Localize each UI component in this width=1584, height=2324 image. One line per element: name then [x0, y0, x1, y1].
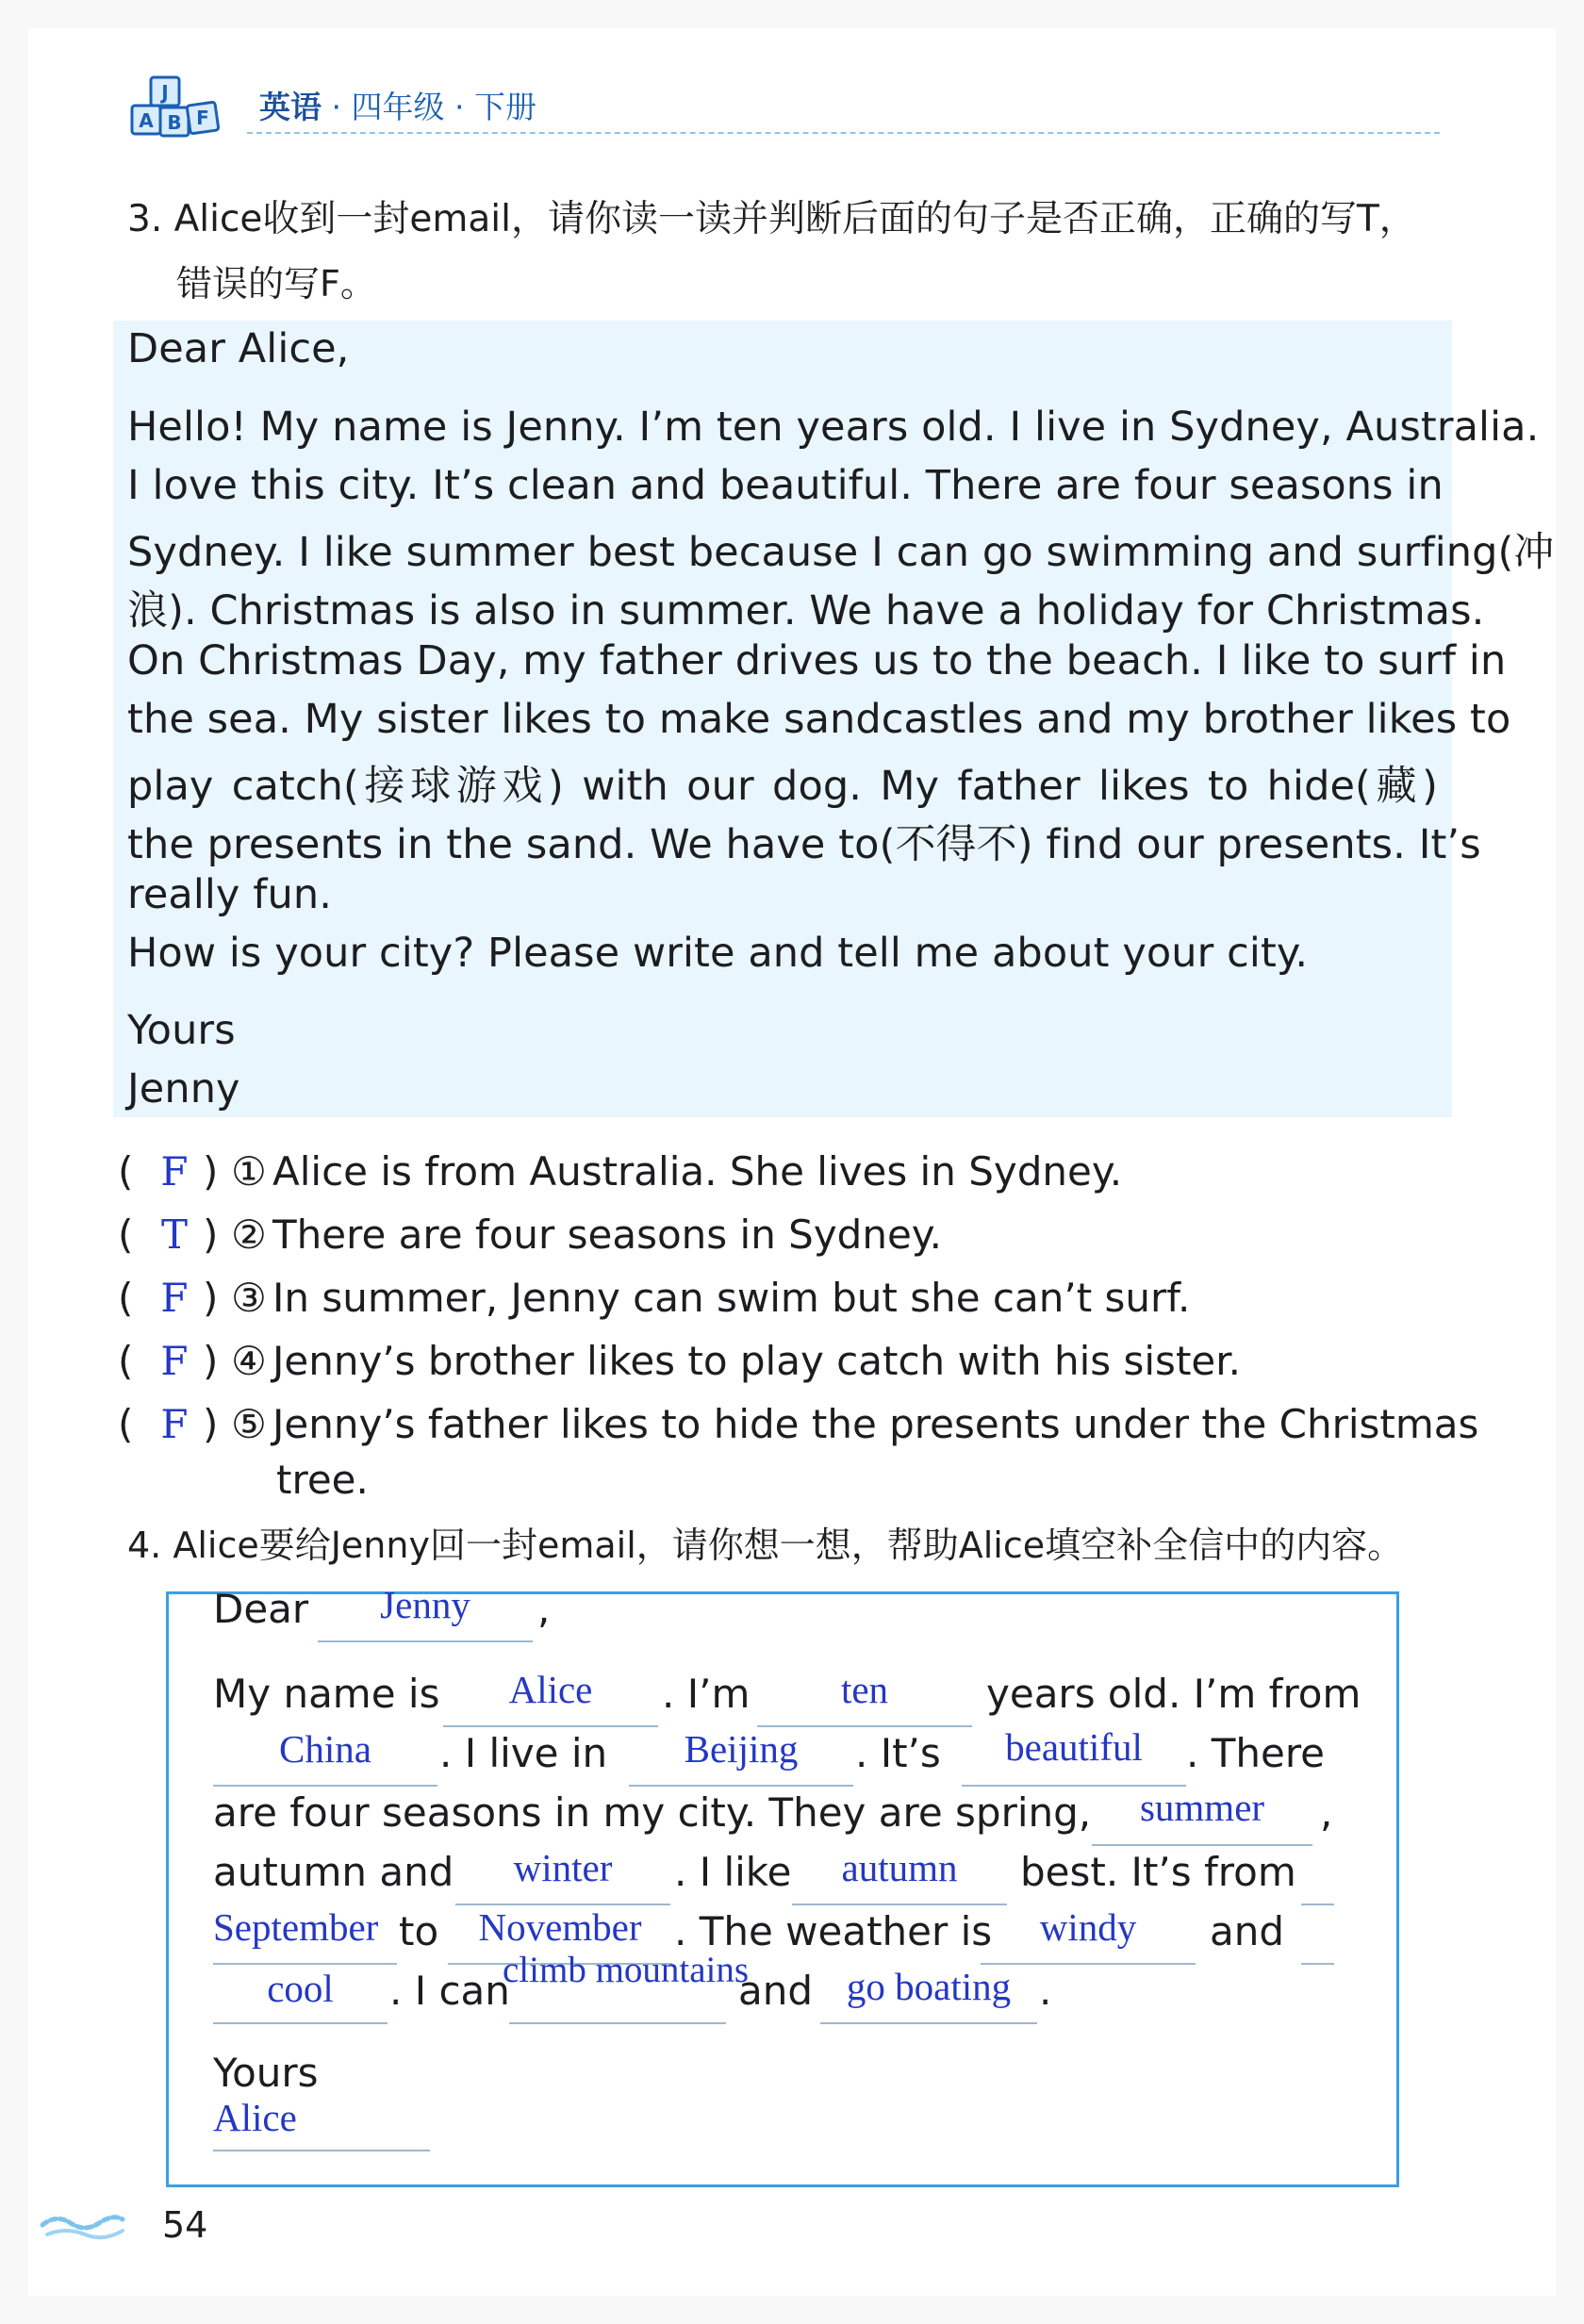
letter-question-line: How is your city? Please write and tell me about your city.: [127, 930, 1309, 977]
statement-text-continued: tree.: [276, 1457, 369, 1503]
letter-line: really fun.: [127, 871, 332, 918]
logo-letter-b: B: [167, 111, 182, 134]
answer-weather1: windy: [1039, 1905, 1137, 1949]
answer-favorite: autumn: [841, 1846, 958, 1889]
letter-line: On Christmas Day, my father drives us to the beach. I like to surf in: [127, 637, 1507, 684]
answer-adjective: beautiful: [1005, 1725, 1143, 1769]
abc-blocks-logo-icon: [123, 66, 236, 151]
letter-closing: Yours: [127, 1007, 236, 1054]
letter-line: 浪). Christmas is also in summer. We have a holiday for Christmas.: [127, 587, 1485, 635]
header-volume: 下册: [474, 89, 536, 125]
reply-dear: Dear: [213, 1586, 309, 1632]
logo-letter-f: F: [196, 107, 209, 129]
logo-letter-j: J: [161, 81, 169, 104]
paren-open: (: [118, 1148, 134, 1195]
paren-open: (: [118, 1275, 134, 1321]
reply-text: and: [738, 1968, 814, 2014]
answer-mark: F: [160, 1338, 189, 1384]
reply-text: . I like: [674, 1849, 792, 1895]
letter-line: Sydney. I like summer best because I can go swimming and surfing(冲: [127, 529, 1555, 576]
answer-from-month: September: [213, 1905, 379, 1949]
statement-number: ④: [231, 1338, 267, 1384]
answer-season2: summer: [1139, 1786, 1265, 1829]
answer-activity1: climb mountains: [503, 1950, 750, 1990]
letter-line: the sea. My sister likes to make sandcastles and my brother likes to: [127, 696, 1511, 743]
answer-mark: F: [160, 1401, 189, 1447]
statement-row: [118, 1401, 1478, 1447]
letter-line: the presents in the sand. We have to(不得不) find our presents. It’s: [127, 821, 1481, 868]
letter-greeting: Dear Alice,: [127, 325, 350, 372]
header-title: [259, 83, 536, 127]
answer-my-name: Alice: [508, 1668, 593, 1711]
reply-text: . The weather is: [674, 1908, 993, 1954]
paren-close: ): [203, 1401, 219, 1447]
q3-title-continued: 错误的写F。: [176, 263, 376, 305]
letter-line: play catch(接球游戏) with our dog. My father likes to hide(藏): [127, 763, 1438, 810]
blank-line: [792, 1904, 1007, 1905]
reply-text: . I’m: [662, 1671, 751, 1717]
reply-text: . I live in: [439, 1730, 608, 1776]
header-grade: 四年级: [351, 89, 445, 125]
statement-text: There are four seasons in Sydney.: [272, 1211, 943, 1258]
paren-open: (: [118, 1211, 134, 1258]
page-number: 54: [162, 2204, 208, 2246]
answer-to-month: November: [478, 1905, 642, 1949]
paren-close: ): [203, 1211, 219, 1258]
statement-number: ①: [231, 1148, 267, 1195]
reply-text: .: [1039, 1968, 1052, 2014]
answer-age: ten: [840, 1668, 889, 1711]
logo-letter-a: A: [139, 109, 154, 132]
header-subject: 英语: [259, 89, 322, 125]
reply-text: years old. I’m from: [986, 1671, 1361, 1717]
answer-mark: T: [160, 1211, 188, 1258]
statement-text: Jenny’s father likes to hide the presents under the Christmas: [272, 1401, 1479, 1447]
answer-mark: F: [160, 1148, 189, 1195]
blank-line: [213, 1963, 397, 1965]
header-separator: ·: [331, 89, 341, 125]
blank-line: [820, 2022, 1037, 2024]
blank-line: [1301, 1963, 1334, 1965]
blank-line: [318, 1640, 533, 1642]
reply-text: best. It’s from: [1020, 1849, 1296, 1895]
statement-number: ⑤: [231, 1401, 267, 1447]
reply-closing: Yours: [213, 2050, 319, 2096]
statement-number: ②: [231, 1211, 267, 1258]
answer-mark: F: [160, 1275, 189, 1321]
blank-line: [443, 1725, 658, 1727]
reply-text: to: [399, 1908, 439, 1954]
blank-line: [213, 2022, 388, 2024]
blank-line: [1301, 1904, 1334, 1905]
paren-close: ): [203, 1148, 219, 1195]
statement-row: [118, 1338, 1241, 1384]
answer-country: China: [279, 1727, 371, 1771]
statement-number: ③: [231, 1275, 267, 1321]
reply-text: . It’s: [855, 1730, 941, 1776]
answer-city: Beijing: [684, 1727, 799, 1771]
q4-title: 4. Alice要给Jenny回一封email，请你想一想，帮助Alice填空补全信中的内容。: [127, 1525, 1404, 1566]
blank-line: [213, 1785, 437, 1787]
reply-text: My name is: [213, 1671, 440, 1717]
letter-signature: Jenny: [127, 1065, 240, 1113]
paren-close: ): [203, 1275, 219, 1321]
letter-line: I love this city. It’s clean and beautiful. There are four seasons in: [127, 462, 1444, 509]
paren-open: (: [118, 1338, 134, 1384]
answer-signature: Alice: [213, 2096, 297, 2139]
reply-text: autumn and: [213, 1849, 454, 1895]
statement-text: In summer, Jenny can swim but she can’t surf.: [272, 1275, 1191, 1321]
blank-line: [1092, 1844, 1312, 1846]
paren-open: (: [118, 1401, 134, 1447]
statement-row: [118, 1211, 942, 1258]
letter-line: Hello! My name is Jenny. I’m ten years old. I live in Sydney, Australia.: [127, 404, 1540, 451]
statement-text: Alice is from Australia. She lives in Sydney.: [272, 1148, 1123, 1195]
blank-line: [213, 2150, 430, 2151]
header-divider: [247, 132, 1440, 134]
wave-decoration-icon: [38, 2206, 127, 2244]
reply-text: ,: [1320, 1789, 1333, 1836]
reply-text: and: [1210, 1908, 1285, 1954]
paren-close: ): [203, 1338, 219, 1384]
statement-row: [118, 1275, 1190, 1321]
blank-line: [629, 1785, 853, 1787]
answer-to-name: Jenny: [380, 1583, 470, 1626]
reply-text: . I can: [389, 1968, 510, 2014]
blank-line: [509, 2022, 726, 2024]
reply-text: are four seasons in my city. They are spring,: [213, 1789, 1092, 1836]
header-separator: ·: [454, 89, 465, 125]
answer-activity2: go boating: [846, 1965, 1012, 2008]
reply-comma: ,: [537, 1586, 551, 1632]
statement-row: [118, 1148, 1122, 1195]
answer-weather2: cool: [267, 1967, 334, 2010]
answer-season4: winter: [513, 1846, 613, 1889]
reply-text: . There: [1186, 1730, 1325, 1776]
statement-text: Jenny’s brother likes to play catch with his sister.: [272, 1338, 1242, 1384]
q3-title: 3. Alice收到一封email，请你读一读并判断后面的句子是否正确，正确的写T，: [127, 198, 1416, 240]
